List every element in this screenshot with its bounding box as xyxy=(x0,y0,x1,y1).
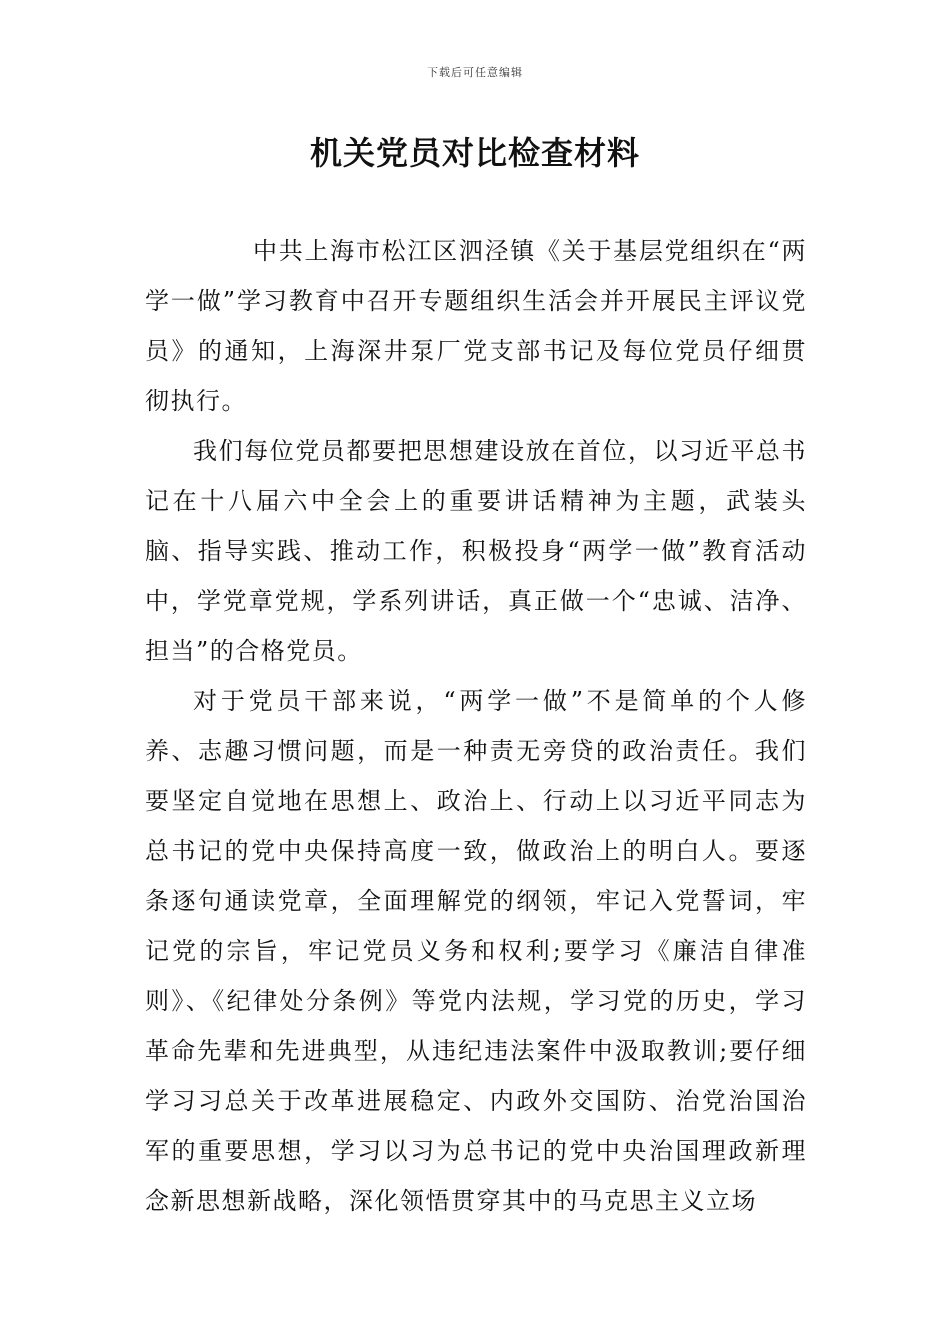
paragraph-3: 对于党员干部来说，“两学一做”不是简单的个人修养、志趣习惯问题，而是一种责无旁贷的政治责任。我们要坚定自觉地在思想上、政治上、行动上以习近平同志为总书记的党中央保持高度一致，做政治上的明白人。要逐条逐句通读党章，全面理解党的纲领，牢记入党誓词，牢记党的宗旨，牢记党员义务和权利;要学习《廉洁自律准则》、《纪律处分条例》等党内法规，学习党的历史，学习革命先辈和先进典型，从违纪违法案件中汲取教训;要仔细学习习总关于改革进展稳定、内政外交国防、治党治国治军的重要思想，学习以习为总书记的党中央治国理政新理念新思想新战略，深化领悟贯穿其中的马克思主义立场 xyxy=(145,687,807,1215)
document-body xyxy=(145,226,807,1226)
paragraph-2: 我们每位党员都要把思想建设放在首位，以习近平总书记在十八届六中全会上的重要讲话精神为主题，武装头脑、指导实践、推动工作，积极投身“两学一做”教育活动中，学党章党规，学系列讲话，真正做一个“忠诚、洁净、担当”的合格党员。 xyxy=(145,437,807,665)
document-title: 机关党员对比检查材料 xyxy=(309,134,640,172)
header-note: 下载后可任意编辑 xyxy=(427,66,523,79)
paragraph-1: 中共上海市松江区泗泾镇《关于基层党组织在“两学一做”学习教育中召开专题组织生活会并开展民主评议党员》的通知，上海深井泵厂党支部书记及每位党员仔细贯彻执行。 xyxy=(145,237,807,415)
